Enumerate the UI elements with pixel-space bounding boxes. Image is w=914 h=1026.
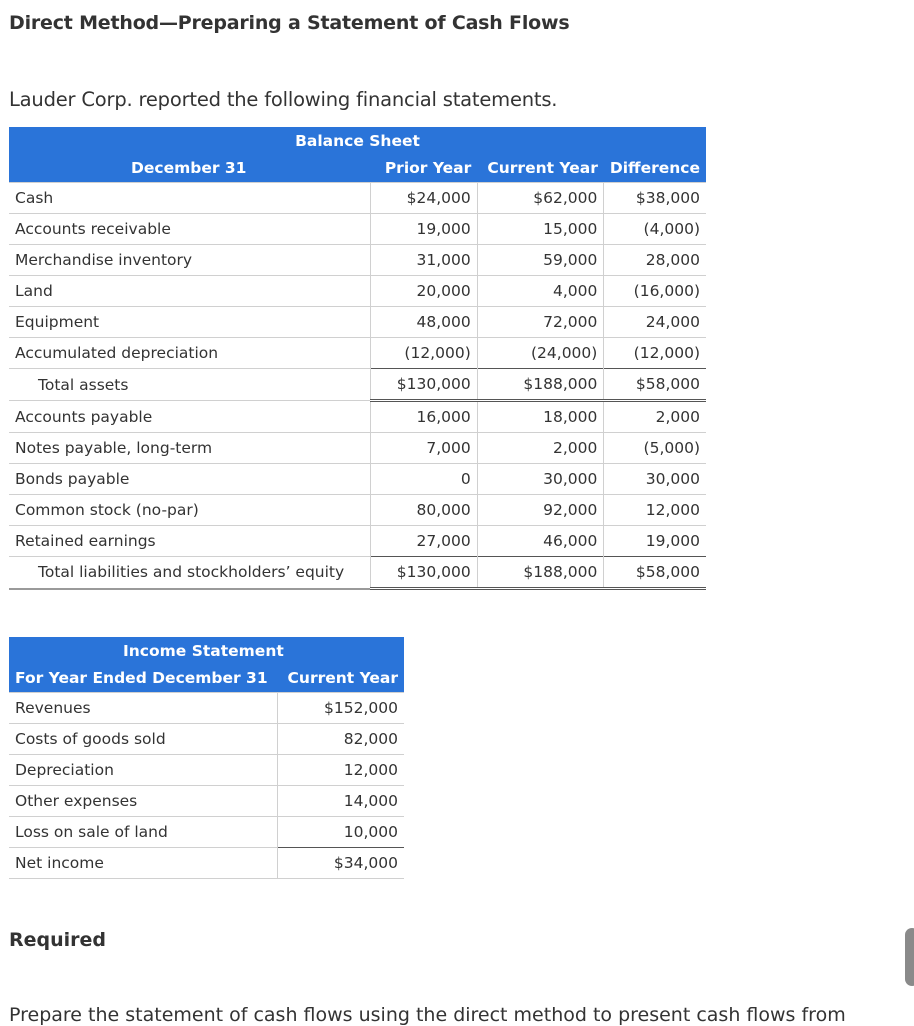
table-row xyxy=(9,817,404,848)
current-year-value: $34,000 xyxy=(277,848,404,879)
col-difference: Difference xyxy=(604,154,706,183)
difference-value: 12,000 xyxy=(604,495,706,526)
current-year-value: 46,000 xyxy=(477,526,604,557)
table-row xyxy=(9,338,706,369)
table-row xyxy=(9,401,706,433)
prior-year-value: 0 xyxy=(370,464,477,495)
row-label: Total liabilities and stockholders’ equity xyxy=(9,557,370,589)
col-prior-year: Prior Year xyxy=(370,154,477,183)
current-year-value: 12,000 xyxy=(277,755,404,786)
row-label: Common stock (no-par) xyxy=(9,495,370,526)
current-year-value: 2,000 xyxy=(477,433,604,464)
table-row xyxy=(9,495,706,526)
balance-sheet-title: Balance Sheet xyxy=(9,127,706,154)
current-year-value: 14,000 xyxy=(277,786,404,817)
difference-value: (5,000) xyxy=(604,433,706,464)
current-year-value: 10,000 xyxy=(277,817,404,848)
current-year-value: 82,000 xyxy=(277,724,404,755)
period-header: For Year Ended December 31 xyxy=(9,664,277,693)
row-label: Other expenses xyxy=(9,786,277,817)
current-year-value: 18,000 xyxy=(477,401,604,433)
intro-text: Lauder Corp. reported the following financial statements. xyxy=(9,88,558,111)
balance-sheet-table xyxy=(9,127,706,590)
page-title: Direct Method—Preparing a Statement of Cash Flows xyxy=(9,12,570,34)
current-year-value: $152,000 xyxy=(277,693,404,724)
row-label: Land xyxy=(9,276,370,307)
prior-year-value: 19,000 xyxy=(370,214,477,245)
current-year-value: 30,000 xyxy=(477,464,604,495)
row-label: Costs of goods sold xyxy=(9,724,277,755)
prior-year-value: 16,000 xyxy=(370,401,477,433)
col-current-year: Current Year xyxy=(477,154,604,183)
prior-year-value: (12,000) xyxy=(370,338,477,369)
row-label: Revenues xyxy=(9,693,277,724)
table-row xyxy=(9,526,706,557)
row-label: Net income xyxy=(9,848,277,879)
scroll-handle[interactable] xyxy=(905,928,914,986)
current-year-value: $188,000 xyxy=(477,369,604,401)
current-year-value: 72,000 xyxy=(477,307,604,338)
difference-value: 28,000 xyxy=(604,245,706,276)
row-label: Loss on sale of land xyxy=(9,817,277,848)
table-row xyxy=(9,276,706,307)
table-row xyxy=(9,183,706,214)
current-year-value: 92,000 xyxy=(477,495,604,526)
row-label: Total assets xyxy=(9,369,370,401)
row-label: Accounts receivable xyxy=(9,214,370,245)
prior-year-value: $130,000 xyxy=(370,369,477,401)
prior-year-value: 27,000 xyxy=(370,526,477,557)
difference-value: 30,000 xyxy=(604,464,706,495)
required-heading: Required xyxy=(9,929,107,951)
difference-value: 19,000 xyxy=(604,526,706,557)
table-row xyxy=(9,214,706,245)
income-statement-title: Income Statement xyxy=(9,637,404,664)
prior-year-value: 31,000 xyxy=(370,245,477,276)
prior-year-value: $130,000 xyxy=(370,557,477,589)
prior-year-value: 7,000 xyxy=(370,433,477,464)
difference-value: (4,000) xyxy=(604,214,706,245)
row-label: Accounts payable xyxy=(9,401,370,433)
prior-year-value: 80,000 xyxy=(370,495,477,526)
row-label: Equipment xyxy=(9,307,370,338)
prior-year-value: 48,000 xyxy=(370,307,477,338)
row-label: Cash xyxy=(9,183,370,214)
row-label: Notes payable, long-term xyxy=(9,433,370,464)
table-row xyxy=(9,464,706,495)
difference-value: 2,000 xyxy=(604,401,706,433)
table-row xyxy=(9,724,404,755)
table-row xyxy=(9,245,706,276)
total-assets-row xyxy=(9,369,706,401)
row-label: Retained earnings xyxy=(9,526,370,557)
current-year-value: (24,000) xyxy=(477,338,604,369)
current-year-value: $62,000 xyxy=(477,183,604,214)
table-row xyxy=(9,693,404,724)
current-year-value: 15,000 xyxy=(477,214,604,245)
current-year-value: 59,000 xyxy=(477,245,604,276)
row-label: Merchandise inventory xyxy=(9,245,370,276)
current-year-value: 4,000 xyxy=(477,276,604,307)
row-label: Bonds payable xyxy=(9,464,370,495)
prior-year-value: $24,000 xyxy=(370,183,477,214)
difference-value: (16,000) xyxy=(604,276,706,307)
income-statement-table xyxy=(9,637,404,879)
table-row xyxy=(9,755,404,786)
net-income-row xyxy=(9,848,404,879)
difference-value: $38,000 xyxy=(604,183,706,214)
row-label: Accumulated depreciation xyxy=(9,338,370,369)
col-current-year: Current Year xyxy=(277,664,404,693)
instruction-text: Prepare the statement of cash flows using the direct method to present cash flows from xyxy=(9,1004,846,1026)
table-row xyxy=(9,307,706,338)
prior-year-value: 20,000 xyxy=(370,276,477,307)
difference-value: $58,000 xyxy=(604,557,706,589)
difference-value: $58,000 xyxy=(604,369,706,401)
total-liabilities-equity-row xyxy=(9,557,706,589)
date-header: December 31 xyxy=(9,154,370,183)
table-row xyxy=(9,433,706,464)
table-row xyxy=(9,786,404,817)
current-year-value: $188,000 xyxy=(477,557,604,589)
difference-value: 24,000 xyxy=(604,307,706,338)
difference-value: (12,000) xyxy=(604,338,706,369)
row-label: Depreciation xyxy=(9,755,277,786)
